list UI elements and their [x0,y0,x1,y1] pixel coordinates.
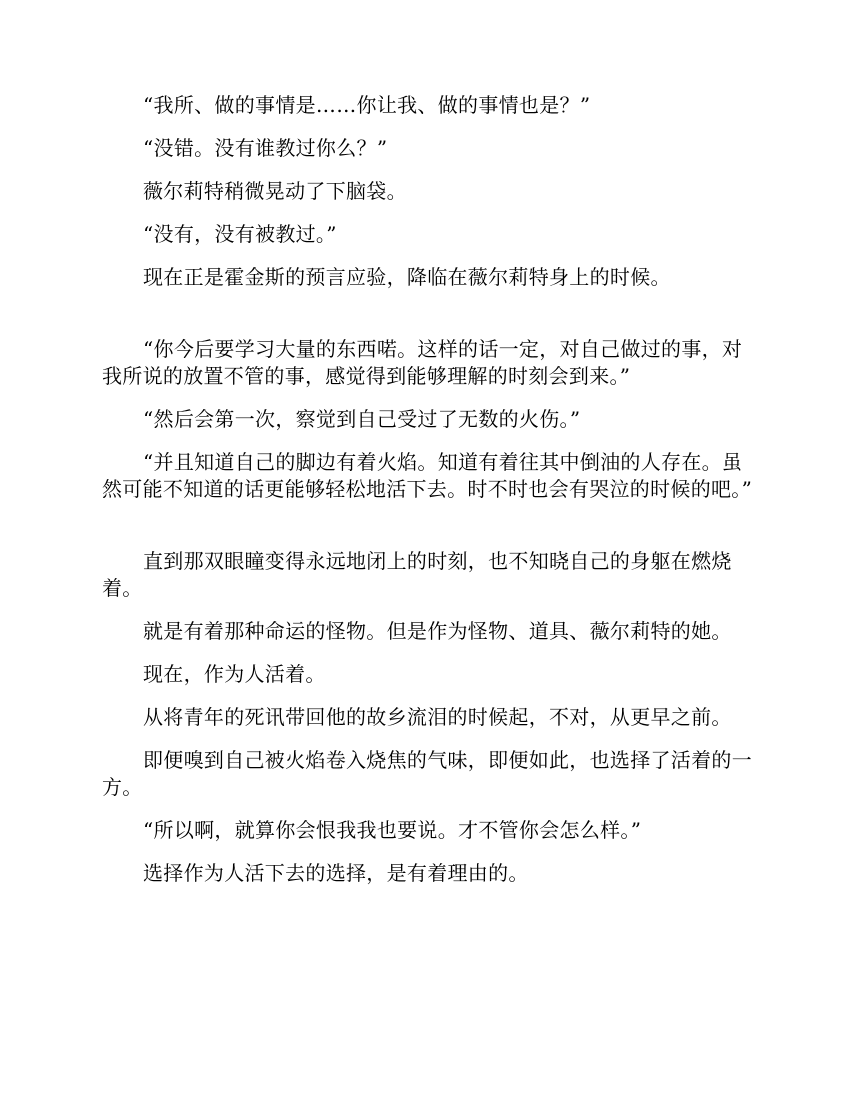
paragraph: 现在，作为人活着。 [143,662,326,686]
paragraph: 从将青年的死讯带回他的故乡流泪的时候起，不对，从更早之前。 [143,705,732,729]
paragraph: 即便嗅到自己被火焰卷入烧焦的气味，即便如此，也选择了活着的一方。 [102,748,752,799]
document-page [102,92,754,887]
paragraph: “没有，没有被教过。” [143,222,337,246]
paragraph: “我所、做的事情是……你让我、做的事情也是？” [143,93,591,117]
paragraph: 现在正是霍金斯的预言应验，降临在薇尔莉特身上的时候。 [143,265,671,289]
paragraph: “并且知道自己的脚边有着火焰。知道有着往其中倒油的人存在。虽然可能不知道的话更能够轻松地活下去。时不时也会有哭泣的时候的吧。” [102,450,753,501]
paragraph: “没错。没有谁教过你么？” [143,136,388,160]
paragraph: 选择作为人活下去的选择，是有着理由的。 [143,861,529,885]
paragraph: 直到那双眼瞳变得永远地闭上的时刻，也不知晓自己的身躯在燃烧着。 [102,549,732,600]
paragraph: “然后会第一次，察觉到自己受过了无数的火伤。” [143,407,581,431]
paragraph: “你今后要学习大量的东西喏。这样的话一定，对自己做过的事，对我所说的放置不管的事，感觉得到能够理解的时刻会到来。” [102,337,743,388]
paragraph: 就是有着那种命运的怪物。但是作为怪物、道具、薇尔莉特的她。 [143,619,732,643]
paragraph: 薇尔莉特稍微晃动了下脑袋。 [143,179,407,203]
paragraph: “所以啊，就算你会恨我我也要说。才不管你会怎么样。” [143,818,642,842]
